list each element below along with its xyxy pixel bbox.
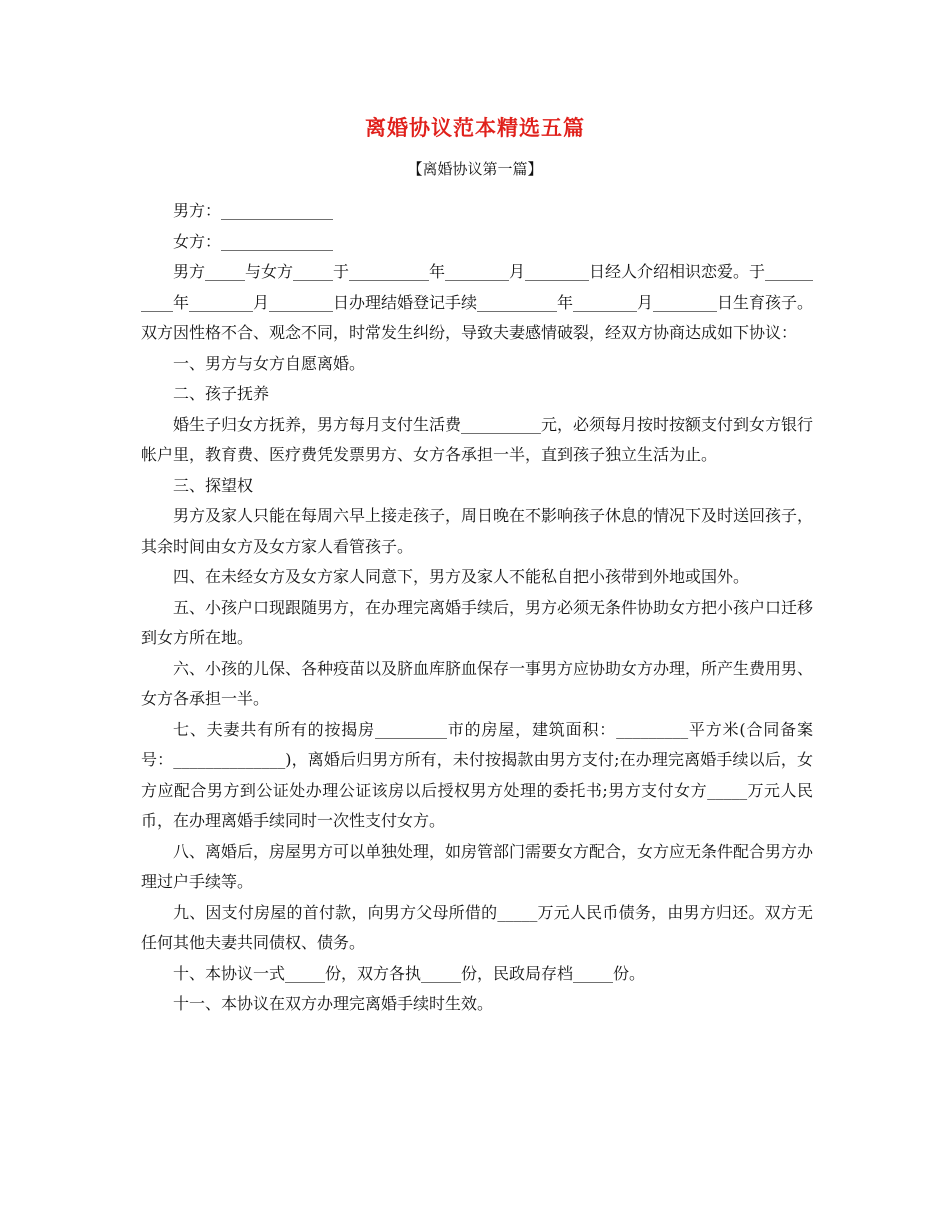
clause-1: 一、男方与女方自愿离婚。: [173, 353, 366, 373]
clause-6: 六、小孩的儿保、各种疫苗以及脐血库脐血保存一事男方应协助女方办理，所产生费用男、女方各承担一半。: [141, 658, 814, 708]
document-title: 离婚协议范本精选五篇: [365, 115, 585, 140]
clause-3-heading: 三、探望权: [173, 475, 254, 495]
field-husband: 男方：______________: [173, 201, 334, 220]
clause-9: 九、因支付房屋的首付款，向男方父母所借的_____万元人民币债务，由男方归还。双方无任何其他夫妻共同债权、债务。: [141, 902, 813, 952]
clause-10: 十、本协议一式_____份，双方各执_____份，民政局存档_____份。: [173, 963, 646, 983]
clause-5: 五、小孩户口现跟随男方，在办理完离婚手续后，男方必须无条件协助女方把小孩户口迁移到女方所在地。: [141, 597, 814, 647]
clause-2-body: 婚生子归女方抚养，男方每月支付生活费__________元，必须每月按时按额支付到女方银行帐户里，教育费、医疗费凭发票男方、女方各承担一半，直到孩子独立生活为止。: [141, 414, 814, 464]
clause-11: 十一、本协议在双方办理完离婚手续时生效。: [173, 994, 494, 1013]
clause-2-heading: 二、孩子抚养: [173, 384, 270, 403]
clause-4: 四、在未经女方及女方家人同意下，男方及家人不能私自把小孩带到外地或国外。: [173, 567, 750, 586]
clause-7: 七、夫妻共有所有的按揭房_________市的房屋，建筑面积：_________平方米(合同备案号：______________)，离婚后归男方所有，未付按揭款由男方支付;在办理完离婚手续以后，女方应配合男方到公证处办理公证该房以后授权男方处理的委托书;男方支付女方_____万元人民币，在办理离婚手续同时一次性支付女方。: [141, 719, 813, 830]
field-wife: 女方：______________: [173, 231, 334, 251]
document-body: [141, 196, 813, 1020]
clause-3-body: 男方及家人只能在每周六早上接走孩子，周日晚在不影响孩子休息的情况下及时送回孩子，其余时间由女方及女方家人看管孩子。: [141, 506, 814, 556]
paragraph-intro: 男方_____与女方_____于__________年________月________日经人介绍相识恋爱。于__________年________月________日办理结婚登记手续__________年________月________日生育孩子。双方因性格不合、观念不同，时常发生纠纷，导致夫妻感情破裂，经双方协商达成如下协议：: [141, 262, 814, 342]
clause-8: 八、离婚后，房屋男方可以单独处理，如房管部门需要女方配合，女方应无条件配合男方办理过户手续等。: [141, 841, 814, 891]
section-heading: 【离婚协议第一篇】: [407, 160, 543, 178]
